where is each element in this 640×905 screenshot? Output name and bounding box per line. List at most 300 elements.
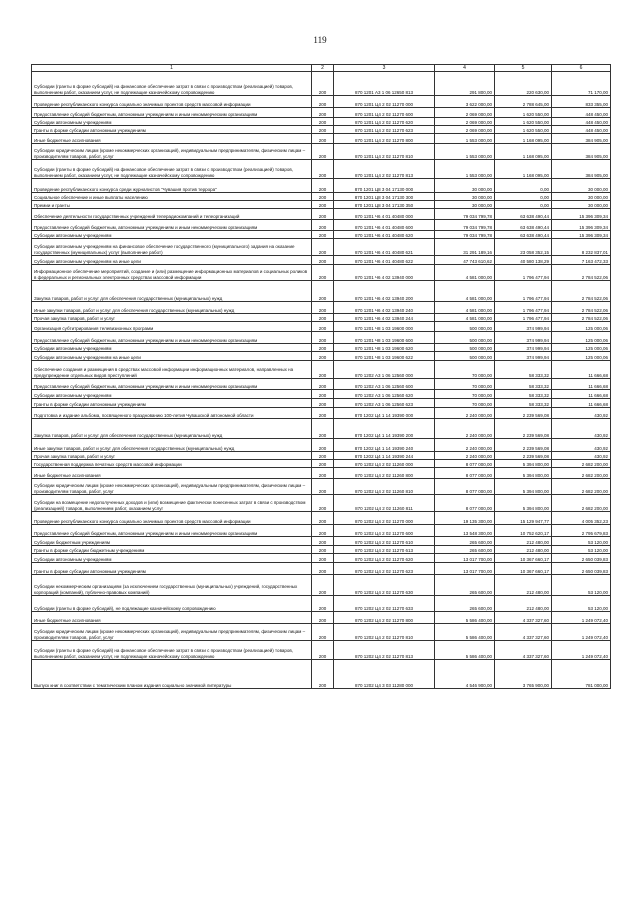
row-line-code-cell: 200: [312, 239, 334, 256]
row-approved-amount-cell: 70 000,00: [435, 361, 495, 379]
table-row: [32, 352, 611, 361]
table-row: [32, 256, 611, 265]
row-approved-amount-cell: 30 000,00: [435, 193, 495, 201]
row-unexecuted-amount-cell: 11 666,68: [552, 399, 611, 408]
row-approved-amount-cell: 13 548 300,00: [435, 525, 495, 537]
row-unexecuted-amount-cell: 2 784 522,06: [552, 314, 611, 322]
row-budget-code-cell: 870 1202 Ц4 2 02 11270 610: [334, 537, 435, 546]
row-approved-amount-cell: 8 077 000,00: [435, 468, 495, 479]
row-approved-amount-cell: 8 077 000,00: [435, 495, 495, 512]
row-unexecuted-amount-cell: 833 355,00: [552, 96, 611, 108]
table-row: [32, 231, 611, 239]
row-approved-amount-cell: 13 017 700,00: [435, 554, 495, 563]
row-name-cell: Выпуск книг в соответствии с тематическим планом издания социально значимой литературы: [32, 660, 312, 689]
row-name-cell: Проведение республиканского конкурса социально значимых проектов средств массовой информации: [32, 512, 312, 525]
table-row: [32, 108, 611, 118]
row-executed-amount-cell: 1 620 550,00: [495, 126, 552, 134]
row-approved-amount-cell: 2 240 000,00: [435, 408, 495, 419]
row-line-code-cell: 200: [312, 399, 334, 408]
table-row: [32, 126, 611, 134]
row-unexecuted-amount-cell: 71 170,00: [552, 72, 611, 96]
column-header-name: 1: [32, 65, 312, 72]
row-unexecuted-amount-cell: 11 666,68: [552, 361, 611, 379]
row-name-cell: Субсидии автономным учреждениям: [32, 390, 312, 399]
row-budget-code-cell: 870 1201 Ц4 2 02 11270 600: [334, 108, 435, 118]
row-name-cell: Субсидии некоммерческим организациям (за исключением государственных (муниципальных) учреждений, государственных корпораций (компаний), публично-правовых компаний): [32, 575, 312, 596]
row-approved-amount-cell: 265 600,00: [435, 546, 495, 554]
row-name-cell: Обеспечение деятельности государственных учреждений телерадиокомпаний и телеорганизаций: [32, 209, 312, 220]
row-line-code-cell: 200: [312, 612, 334, 624]
row-executed-amount-cell: 1 796 477,94: [495, 265, 552, 281]
row-executed-amount-cell: 0,00: [495, 179, 552, 193]
row-budget-code-cell: 870 1201 Ч8 1 03 19600 000: [334, 322, 435, 332]
row-approved-amount-cell: 500 000,00: [435, 332, 495, 344]
row-executed-amount-cell: 5 394 800,00: [495, 479, 552, 495]
row-approved-amount-cell: 70 000,00: [435, 379, 495, 390]
row-line-code-cell: 200: [312, 193, 334, 201]
row-unexecuted-amount-cell: 1 249 072,40: [552, 641, 611, 660]
row-line-code-cell: 200: [312, 201, 334, 209]
row-budget-code-cell: 870 1201 Ц4 2 02 11270 810: [334, 144, 435, 160]
row-budget-code-cell: 870 1202 Ц4 2 02 11260 810: [334, 479, 435, 495]
row-approved-amount-cell: 47 743 610,62: [435, 256, 495, 265]
table-row: [32, 525, 611, 537]
row-unexecuted-amount-cell: 2 682 200,00: [552, 479, 611, 495]
row-name-cell: Информационное обеспечение мероприятий, создание и (или) размещение информационных материалов и социальных роликов в федеральных и региональных электронных средствах массовой информации: [32, 265, 312, 281]
row-approved-amount-cell: 2 069 000,00: [435, 126, 495, 134]
row-name-cell: Закупка товаров, работ и услуг для обеспечения государственных (муниципальных) нужд: [32, 419, 312, 439]
row-executed-amount-cell: 1 796 477,94: [495, 314, 552, 322]
row-name-cell: Иные бюджетные ассигнования: [32, 612, 312, 624]
row-approved-amount-cell: 1 553 000,00: [435, 134, 495, 144]
row-line-code-cell: 200: [312, 96, 334, 108]
budget-execution-table: [31, 64, 611, 689]
row-unexecuted-amount-cell: 384 905,00: [552, 144, 611, 160]
row-budget-code-cell: 870 1201 Ч8 1 03 19600 620: [334, 344, 435, 352]
row-unexecuted-amount-cell: 2 650 039,83: [552, 554, 611, 563]
table-row: [32, 281, 611, 302]
row-unexecuted-amount-cell: 1 249 072,40: [552, 612, 611, 624]
row-executed-amount-cell: 374 999,94: [495, 352, 552, 361]
row-unexecuted-amount-cell: 2 682 200,00: [552, 460, 611, 468]
table-row: [32, 537, 611, 546]
row-executed-amount-cell: 63 638 490,44: [495, 220, 552, 231]
row-name-cell: Проведение республиканского конкурса среди журналистов "Чувашия против террора": [32, 179, 312, 193]
row-approved-amount-cell: 5 586 400,00: [435, 624, 495, 641]
row-budget-code-cell: 870 1201 Ц4 2 02 11270 623: [334, 126, 435, 134]
row-line-code-cell: 200: [312, 641, 334, 660]
row-budget-code-cell: 870 1202 А3 1 06 12560 623: [334, 399, 435, 408]
row-executed-amount-cell: 58 333,32: [495, 379, 552, 390]
row-executed-amount-cell: 58 333,32: [495, 399, 552, 408]
row-budget-code-cell: 870 1202 Ц4 1 14 19390 200: [334, 419, 435, 439]
table-row: [32, 452, 611, 460]
row-approved-amount-cell: 1 553 000,00: [435, 160, 495, 179]
row-approved-amount-cell: 8 077 000,00: [435, 479, 495, 495]
row-unexecuted-amount-cell: 2 784 522,06: [552, 302, 611, 314]
row-unexecuted-amount-cell: 2 784 522,06: [552, 265, 611, 281]
table-row: [32, 439, 611, 452]
row-name-cell: Субсидии автономным учреждениям на иные цели: [32, 256, 312, 265]
row-line-code-cell: 200: [312, 344, 334, 352]
row-executed-amount-cell: 40 580 138,29: [495, 256, 552, 265]
row-budget-code-cell: 870 1201 Ч6 4 02 13940 000: [334, 265, 435, 281]
table-row: [32, 179, 611, 193]
row-unexecuted-amount-cell: 53 120,00: [552, 537, 611, 546]
row-name-cell: Гранты в форме субсидии бюджетным учреждениям: [32, 546, 312, 554]
row-unexecuted-amount-cell: 4 005 352,23: [552, 512, 611, 525]
row-budget-code-cell: 870 1202 Ц4 2 02 11270 810: [334, 624, 435, 641]
row-executed-amount-cell: 1 168 095,00: [495, 134, 552, 144]
row-executed-amount-cell: 1 620 550,00: [495, 108, 552, 118]
row-budget-code-cell: 870 1201 Ц4 2 02 11270 813: [334, 160, 435, 179]
row-name-cell: Субсидии автономным учреждениям: [32, 231, 312, 239]
row-line-code-cell: 200: [312, 563, 334, 575]
row-executed-amount-cell: 4 337 327,60: [495, 641, 552, 660]
row-unexecuted-amount-cell: 448 450,00: [552, 118, 611, 126]
row-approved-amount-cell: 5 586 400,00: [435, 641, 495, 660]
row-budget-code-cell: 870 1201 Ц4 2 02 11270 620: [334, 118, 435, 126]
page-number: 119: [313, 35, 327, 45]
row-unexecuted-amount-cell: 430,92: [552, 452, 611, 460]
row-unexecuted-amount-cell: 53 120,00: [552, 575, 611, 596]
row-budget-code-cell: 870 1202 Ц4 2 02 11270 000: [334, 512, 435, 525]
row-budget-code-cell: 870 1201 Ч6 4 01 40480 621: [334, 239, 435, 256]
row-line-code-cell: 200: [312, 419, 334, 439]
table-row: [32, 624, 611, 641]
column-header-budget-code: 3: [334, 65, 435, 72]
row-approved-amount-cell: 265 600,00: [435, 537, 495, 546]
row-unexecuted-amount-cell: 53 120,00: [552, 596, 611, 612]
row-name-cell: Субсидии автономным учреждениям: [32, 554, 312, 563]
row-unexecuted-amount-cell: 2 795 679,83: [552, 525, 611, 537]
row-line-code-cell: 200: [312, 332, 334, 344]
row-approved-amount-cell: 70 000,00: [435, 390, 495, 399]
row-name-cell: Предоставление субсидий бюджетным, автономным учреждениям и иным некоммерческим организациям: [32, 332, 312, 344]
row-approved-amount-cell: 2 069 000,00: [435, 108, 495, 118]
row-unexecuted-amount-cell: 430,92: [552, 408, 611, 419]
row-budget-code-cell: 870 1202 Ц4 2 02 11260 811: [334, 495, 435, 512]
row-executed-amount-cell: 2 788 645,00: [495, 96, 552, 108]
table-row: [32, 390, 611, 399]
row-budget-code-cell: 870 1201 Ц4 2 02 11270 800: [334, 134, 435, 144]
table-row: [32, 660, 611, 689]
row-name-cell: Предоставление субсидий бюджетным, автономным учреждениям и иным некоммерческим организациям: [32, 525, 312, 537]
row-name-cell: Субсидии юридическим лицам (кроме некоммерческих организаций), индивидуальным предпринимателям, физическим лицам – производителям товаров, работ, услуг: [32, 624, 312, 641]
row-budget-code-cell: 870 1202 Ц4 1 14 19390 240: [334, 439, 435, 452]
row-executed-amount-cell: 2 239 569,08: [495, 439, 552, 452]
row-approved-amount-cell: 79 034 799,78: [435, 209, 495, 220]
column-header-line-code: 2: [312, 65, 334, 72]
row-name-cell: Субсидии автономным учреждениям: [32, 344, 312, 352]
row-line-code-cell: 200: [312, 512, 334, 525]
row-executed-amount-cell: 212 480,00: [495, 575, 552, 596]
row-budget-code-cell: 870 1202 Ц4 1 14 19390 000: [334, 408, 435, 419]
row-approved-amount-cell: 79 034 799,78: [435, 220, 495, 231]
row-budget-code-cell: 870 1202 Ц4 2 02 11270 613: [334, 546, 435, 554]
row-executed-amount-cell: 4 337 327,60: [495, 624, 552, 641]
table-row: [32, 479, 611, 495]
row-approved-amount-cell: 31 291 189,16: [435, 239, 495, 256]
table-row: [32, 239, 611, 256]
row-line-code-cell: 200: [312, 537, 334, 546]
row-name-cell: Прочая закупка товаров, работ и услуг: [32, 314, 312, 322]
row-name-cell: Иные закупки товаров, работ и услуг для обеспечения государственных (муниципальных) нужд: [32, 302, 312, 314]
row-name-cell: Закупка товаров, работ и услуг для обеспечения государственных (муниципальных) нужд: [32, 281, 312, 302]
table-row: [32, 160, 611, 179]
row-line-code-cell: 200: [312, 452, 334, 460]
table-row: [32, 209, 611, 220]
row-name-cell: Субсидии автономным учреждениям: [32, 118, 312, 126]
row-executed-amount-cell: 212 480,00: [495, 596, 552, 612]
row-line-code-cell: 200: [312, 179, 334, 193]
row-executed-amount-cell: 2 239 569,08: [495, 452, 552, 460]
row-line-code-cell: 200: [312, 468, 334, 479]
row-name-cell: Гранты в форме субсидии автономным учреждениям: [32, 563, 312, 575]
row-executed-amount-cell: 1 620 550,00: [495, 118, 552, 126]
row-approved-amount-cell: 5 586 400,00: [435, 612, 495, 624]
row-executed-amount-cell: 0,00: [495, 193, 552, 201]
row-name-cell: Иные закупки товаров, работ и услуг для обеспечения государственных (муниципальных) нужд: [32, 439, 312, 452]
row-line-code-cell: 200: [312, 265, 334, 281]
row-approved-amount-cell: 79 034 799,78: [435, 231, 495, 239]
row-unexecuted-amount-cell: 125 000,06: [552, 332, 611, 344]
row-executed-amount-cell: 15 129 947,77: [495, 512, 552, 525]
row-unexecuted-amount-cell: 2 682 200,00: [552, 495, 611, 512]
row-budget-code-cell: 870 1202 Ц4 2 02 11270 630: [334, 575, 435, 596]
row-name-cell: Субсидии (гранты в форме субсидий), не подлежащие казначейскому сопровождению: [32, 596, 312, 612]
row-line-code-cell: 200: [312, 281, 334, 302]
row-approved-amount-cell: 500 000,00: [435, 322, 495, 332]
table-row: [32, 96, 611, 108]
row-line-code-cell: 200: [312, 220, 334, 231]
table-row: [32, 361, 611, 379]
row-executed-amount-cell: 5 394 800,00: [495, 495, 552, 512]
row-budget-code-cell: 870 1201 Ч6 4 01 40480 620: [334, 231, 435, 239]
row-executed-amount-cell: 58 333,32: [495, 361, 552, 379]
row-name-cell: Премии и гранты: [32, 201, 312, 209]
row-unexecuted-amount-cell: 15 396 309,34: [552, 220, 611, 231]
row-line-code-cell: 200: [312, 256, 334, 265]
row-budget-code-cell: 870 1202 Ц4 2 02 11270 620: [334, 554, 435, 563]
table-row: [32, 220, 611, 231]
row-line-code-cell: 200: [312, 495, 334, 512]
row-executed-amount-cell: 1 168 095,00: [495, 160, 552, 179]
row-executed-amount-cell: 63 638 490,44: [495, 209, 552, 220]
row-executed-amount-cell: 1 168 095,00: [495, 144, 552, 160]
table-row: [32, 379, 611, 390]
table-row: [32, 554, 611, 563]
row-unexecuted-amount-cell: 7 163 472,33: [552, 256, 611, 265]
row-line-code-cell: 200: [312, 302, 334, 314]
row-budget-code-cell: 870 1201 Ц8 3 04 17130 300: [334, 193, 435, 201]
row-approved-amount-cell: 19 135 300,00: [435, 512, 495, 525]
row-unexecuted-amount-cell: 384 905,00: [552, 160, 611, 179]
row-executed-amount-cell: 63 638 490,44: [495, 231, 552, 239]
row-line-code-cell: 200: [312, 209, 334, 220]
row-line-code-cell: 200: [312, 144, 334, 160]
row-name-cell: Организация субтитрирования телевизионных программ: [32, 322, 312, 332]
table-row: [32, 201, 611, 209]
row-approved-amount-cell: 4 581 000,00: [435, 265, 495, 281]
column-number-row: [32, 65, 611, 72]
row-name-cell: Обеспечение создания и размещения в средствах массовой информации информационных материалов, направленных на предупреждение отдельных видов преступлений: [32, 361, 312, 379]
row-line-code-cell: 200: [312, 314, 334, 322]
row-executed-amount-cell: 374 999,94: [495, 322, 552, 332]
row-approved-amount-cell: 3 622 000,00: [435, 96, 495, 108]
row-name-cell: Субсидии (гранты в форме субсидий) на финансовое обеспечение затрат в связи с производством (реализацией) товаров, выполнением работ, оказанием услуг, не подлежащие казначейскому сопровождению: [32, 72, 312, 96]
row-name-cell: Предоставление субсидий бюджетным, автономным учреждениям и иным некоммерческим организациям: [32, 220, 312, 231]
row-line-code-cell: 200: [312, 379, 334, 390]
row-unexecuted-amount-cell: 30 000,00: [552, 193, 611, 201]
row-unexecuted-amount-cell: 448 450,00: [552, 108, 611, 118]
row-unexecuted-amount-cell: 430,92: [552, 439, 611, 452]
row-line-code-cell: 200: [312, 596, 334, 612]
table-row: [32, 72, 611, 96]
row-approved-amount-cell: 500 000,00: [435, 352, 495, 361]
row-executed-amount-cell: 374 999,94: [495, 344, 552, 352]
column-header-approved: 4: [435, 65, 495, 72]
row-unexecuted-amount-cell: 15 396 309,34: [552, 231, 611, 239]
row-approved-amount-cell: 291 800,00: [435, 72, 495, 96]
row-approved-amount-cell: 70 000,00: [435, 399, 495, 408]
row-executed-amount-cell: 10 367 660,17: [495, 563, 552, 575]
row-budget-code-cell: 870 1201 Ц8 3 04 17130 000: [334, 179, 435, 193]
row-name-cell: Иные бюджетные ассигнования: [32, 134, 312, 144]
table-row: [32, 495, 611, 512]
row-budget-code-cell: 870 1202 Ц4 2 02 11260 000: [334, 460, 435, 468]
table-row: [32, 134, 611, 144]
row-approved-amount-cell: 500 000,00: [435, 344, 495, 352]
row-executed-amount-cell: 58 333,32: [495, 390, 552, 399]
row-name-cell: Государственная поддержка печатных средств массовой информации: [32, 460, 312, 468]
row-budget-code-cell: 870 1202 Ц4 3 03 11280 000: [334, 660, 435, 689]
table-row: [32, 144, 611, 160]
row-budget-code-cell: 870 1201 Ч8 1 03 19600 622: [334, 352, 435, 361]
row-executed-amount-cell: 220 630,00: [495, 72, 552, 96]
row-executed-amount-cell: 374 999,94: [495, 332, 552, 344]
row-executed-amount-cell: 3 765 900,00: [495, 660, 552, 689]
row-unexecuted-amount-cell: 30 000,00: [552, 179, 611, 193]
column-header-unexecuted: 6: [552, 65, 611, 72]
row-unexecuted-amount-cell: 8 232 837,01: [552, 239, 611, 256]
table-row: [32, 575, 611, 596]
row-budget-code-cell: 870 1202 Ц4 2 02 11270 813: [334, 641, 435, 660]
row-name-cell: Социальное обеспечение и иные выплаты населению: [32, 193, 312, 201]
row-line-code-cell: 200: [312, 439, 334, 452]
row-approved-amount-cell: 4 546 900,00: [435, 660, 495, 689]
row-executed-amount-cell: 5 394 800,00: [495, 468, 552, 479]
row-budget-code-cell: 870 1202 Ц4 2 02 11260 800: [334, 468, 435, 479]
row-budget-code-cell: 870 1201 Ч8 1 03 19600 600: [334, 332, 435, 344]
row-unexecuted-amount-cell: 384 905,00: [552, 134, 611, 144]
row-name-cell: Гранты в форме субсидии автономным учреждениям: [32, 126, 312, 134]
table-row: [32, 314, 611, 322]
row-name-cell: Субсидии юридическим лицам (кроме некоммерческих организаций), индивидуальным предпринимателям, физическим лицам – производителям товаров, работ, услуг: [32, 144, 312, 160]
row-approved-amount-cell: 4 581 000,00: [435, 281, 495, 302]
row-executed-amount-cell: 212 480,00: [495, 537, 552, 546]
row-line-code-cell: 200: [312, 126, 334, 134]
row-budget-code-cell: 870 1202 Ц4 2 02 11270 600: [334, 525, 435, 537]
row-executed-amount-cell: 5 394 800,00: [495, 460, 552, 468]
row-executed-amount-cell: 2 239 569,08: [495, 408, 552, 419]
row-executed-amount-cell: 212 480,00: [495, 546, 552, 554]
row-line-code-cell: 200: [312, 479, 334, 495]
row-executed-amount-cell: 4 337 327,60: [495, 612, 552, 624]
row-line-code-cell: 200: [312, 390, 334, 399]
row-approved-amount-cell: 30 000,00: [435, 179, 495, 193]
row-approved-amount-cell: 13 017 700,00: [435, 563, 495, 575]
row-executed-amount-cell: 23 058 352,15: [495, 239, 552, 256]
row-executed-amount-cell: 1 796 477,94: [495, 302, 552, 314]
row-line-code-cell: 200: [312, 108, 334, 118]
column-header-executed: 5: [495, 65, 552, 72]
row-unexecuted-amount-cell: 1 249 072,40: [552, 624, 611, 641]
table-row: [32, 193, 611, 201]
table-row: [32, 563, 611, 575]
row-unexecuted-amount-cell: 125 000,06: [552, 352, 611, 361]
row-line-code-cell: 200: [312, 322, 334, 332]
row-unexecuted-amount-cell: 11 666,68: [552, 379, 611, 390]
row-name-cell: Субсидии бюджетным учреждениям: [32, 537, 312, 546]
row-budget-code-cell: 870 1202 А3 1 06 12560 620: [334, 390, 435, 399]
row-unexecuted-amount-cell: 2 784 522,06: [552, 281, 611, 302]
table-row: [32, 612, 611, 624]
row-line-code-cell: 200: [312, 624, 334, 641]
row-approved-amount-cell: 2 240 000,00: [435, 419, 495, 439]
row-unexecuted-amount-cell: 53 120,00: [552, 546, 611, 554]
row-approved-amount-cell: 30 000,00: [435, 201, 495, 209]
row-name-cell: Субсидии юридическим лицам (кроме некоммерческих организаций), индивидуальным предпринимателям, физическим лицам – производителям товаров, работ, услуг: [32, 479, 312, 495]
row-unexecuted-amount-cell: 125 000,06: [552, 344, 611, 352]
row-line-code-cell: 200: [312, 460, 334, 468]
row-unexecuted-amount-cell: 448 450,00: [552, 126, 611, 134]
row-line-code-cell: 200: [312, 231, 334, 239]
table-body: [32, 72, 611, 689]
table-row: [32, 596, 611, 612]
table-row: [32, 512, 611, 525]
row-approved-amount-cell: 4 581 000,00: [435, 314, 495, 322]
row-line-code-cell: 200: [312, 118, 334, 126]
row-executed-amount-cell: 10 367 660,17: [495, 554, 552, 563]
row-budget-code-cell: 870 1201 Ц8 3 04 17130 350: [334, 201, 435, 209]
row-line-code-cell: 200: [312, 72, 334, 96]
row-approved-amount-cell: 2 240 000,00: [435, 452, 495, 460]
row-budget-code-cell: 870 1202 Ц4 2 02 11270 800: [334, 612, 435, 624]
row-line-code-cell: 200: [312, 134, 334, 144]
table-row: [32, 118, 611, 126]
row-line-code-cell: 200: [312, 660, 334, 689]
row-approved-amount-cell: 8 077 000,00: [435, 460, 495, 468]
table-row: [32, 641, 611, 660]
table-row: [32, 460, 611, 468]
row-executed-amount-cell: 1 796 477,94: [495, 281, 552, 302]
row-budget-code-cell: 870 1201 А3 1 06 12650 813: [334, 72, 435, 96]
row-budget-code-cell: 870 1201 Ц4 2 02 11270 000: [334, 96, 435, 108]
row-name-cell: Предоставление субсидий бюджетным, автономным учреждениям и иным некоммерческим организациям: [32, 379, 312, 390]
row-unexecuted-amount-cell: 2 650 039,83: [552, 563, 611, 575]
table-row: [32, 399, 611, 408]
row-budget-code-cell: 870 1201 Ч6 4 02 13940 200: [334, 281, 435, 302]
table-row: [32, 408, 611, 419]
row-budget-code-cell: 870 1202 А3 1 06 12560 600: [334, 379, 435, 390]
row-budget-code-cell: 870 1201 Ч6 4 01 40480 600: [334, 220, 435, 231]
row-budget-code-cell: 870 1201 Ч6 4 02 13940 240: [334, 302, 435, 314]
row-budget-code-cell: 870 1202 Ц4 2 02 11270 633: [334, 596, 435, 612]
table-row: [32, 468, 611, 479]
row-line-code-cell: 200: [312, 575, 334, 596]
row-name-cell: Субсидии (гранты в форме субсидий) на финансовое обеспечение затрат в связи с производством (реализацией) товаров, выполнением работ, оказанием услуг, не подлежащие казначейскому сопровождению: [32, 160, 312, 179]
